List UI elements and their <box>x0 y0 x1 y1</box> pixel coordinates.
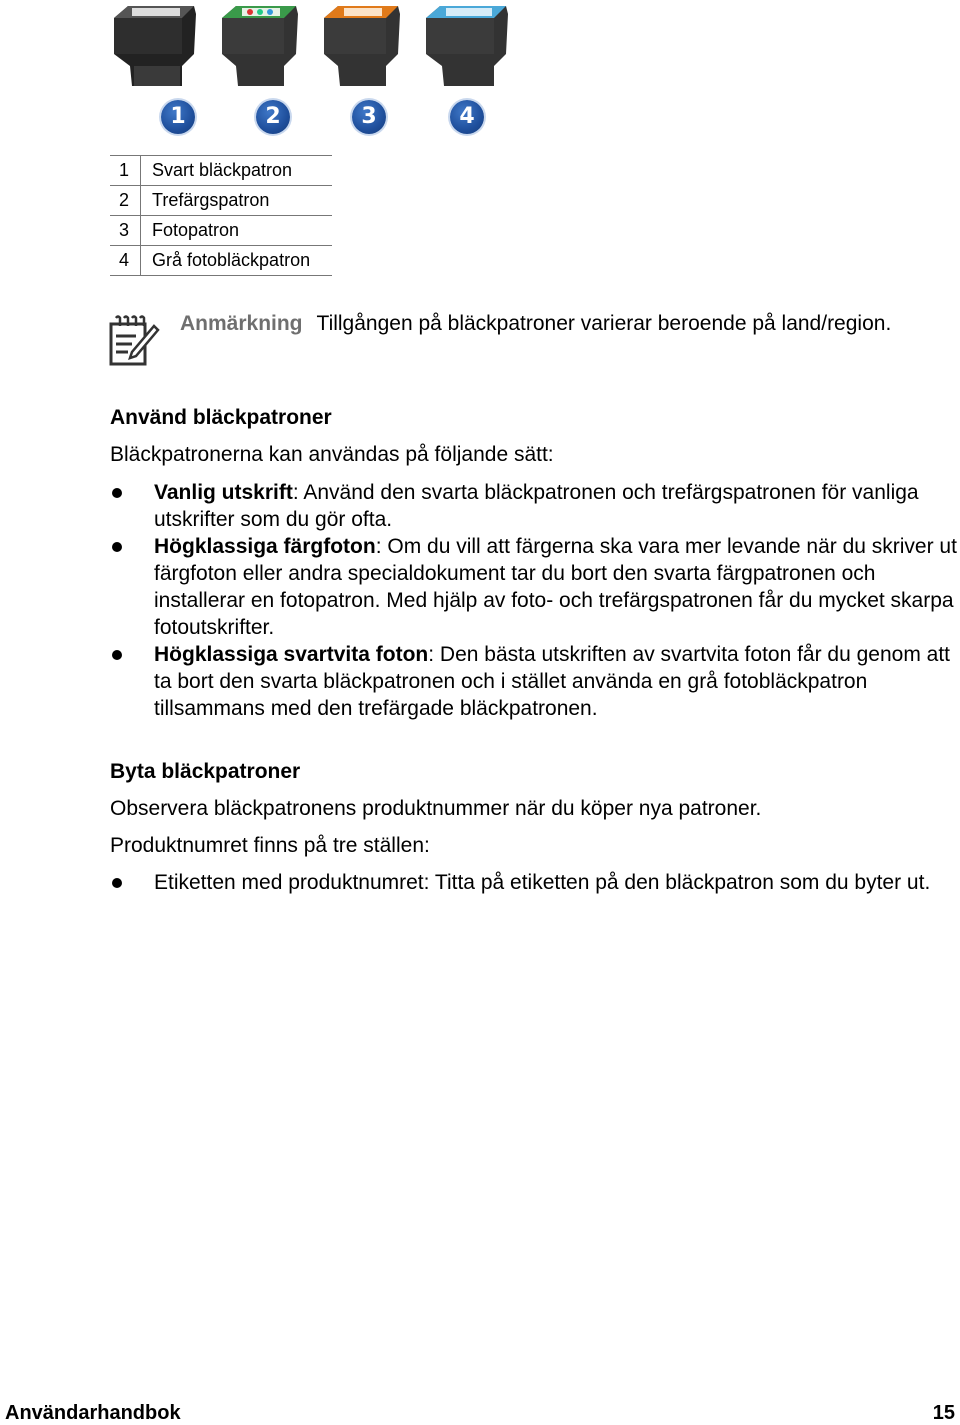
product-number-bullet-list <box>110 869 960 896</box>
section-intro: Bläckpatronerna kan användas på följande sätt: <box>110 443 554 466</box>
paragraph: Produktnumret finns på tre ställen: <box>110 834 430 857</box>
legend-number: 4 <box>110 246 141 276</box>
usage-bullet-list <box>110 479 960 722</box>
legend-number: 1 <box>110 156 141 186</box>
note-pencil-icon <box>108 314 160 368</box>
callout-1-badge: 1 <box>161 100 195 134</box>
table-row <box>110 216 332 246</box>
bullet-term: Högklassiga svartvita foton <box>154 643 429 666</box>
bullet-text: Etiketten med produktnumret: Titta på etiketten på den bläckpatron som du byter ut. <box>154 871 931 894</box>
bullet-icon <box>112 878 122 888</box>
paragraph: Observera bläckpatronens produktnummer när du köper nya patroner. <box>110 797 762 820</box>
note <box>180 312 891 336</box>
tricolor-cartridge-image <box>216 4 308 92</box>
list-item <box>110 869 960 896</box>
gray-photo-cartridge-image <box>420 4 512 92</box>
legend-label: Trefärgspatron <box>141 186 333 216</box>
page-number: 15 <box>932 1402 955 1424</box>
section-heading: Använd bläckpatroner <box>110 406 332 429</box>
list-item <box>110 641 960 722</box>
callout-2-badge: 2 <box>256 100 290 134</box>
bullet-term: Högklassiga färgfoton <box>154 535 376 558</box>
table-row <box>110 186 332 216</box>
callout-4-badge: 4 <box>450 100 484 134</box>
note-text: Tillgången på bläckpatroner varierar beroende på land/region. <box>316 312 892 335</box>
bullet-icon <box>112 650 122 660</box>
bullet-icon <box>112 488 122 498</box>
legend-number: 2 <box>110 186 141 216</box>
legend-label: Svart bläckpatron <box>141 156 333 186</box>
bullet-text: : Använd den svarta bläckpatronen och trefärgspatronen för vanliga utskrifter som du gör ofta. <box>154 481 919 531</box>
legend-label: Fotopatron <box>141 216 333 246</box>
bullet-text: : Den bästa utskriften av svartvita foton får du genom att ta bort den svarta bläckpatronen och i stället använda en grå fotobläckpatron tillsammans med den trefärgade bläckpatronen. <box>154 643 951 720</box>
black-cartridge-image <box>108 4 200 92</box>
footer-title: Användarhandbok <box>5 1402 181 1424</box>
callout-3-badge: 3 <box>352 100 386 134</box>
legend-number: 3 <box>110 216 141 246</box>
list-item <box>110 479 960 533</box>
bullet-term: Vanlig utskrift <box>154 481 293 504</box>
section-heading: Byta bläckpatroner <box>110 760 301 783</box>
legend-label: Grå fotobläckpatron <box>141 246 333 276</box>
cartridge-legend-table <box>110 155 332 276</box>
table-row <box>110 246 332 276</box>
note-title: Anmärkning <box>180 312 303 335</box>
bullet-icon <box>112 542 122 552</box>
photo-cartridge-image <box>318 4 410 92</box>
table-row <box>110 156 332 186</box>
list-item <box>110 533 960 641</box>
bullet-text: : Om du vill att färgerna ska vara mer levande när du skriver ut färgfoton eller andra specialdokument tar du bort den svarta färgpatronen och installerar en fotopatron. Med hjälp av foto- och trefärgspatronen får du mycket skarpa fotoutskrifter. <box>154 535 957 639</box>
